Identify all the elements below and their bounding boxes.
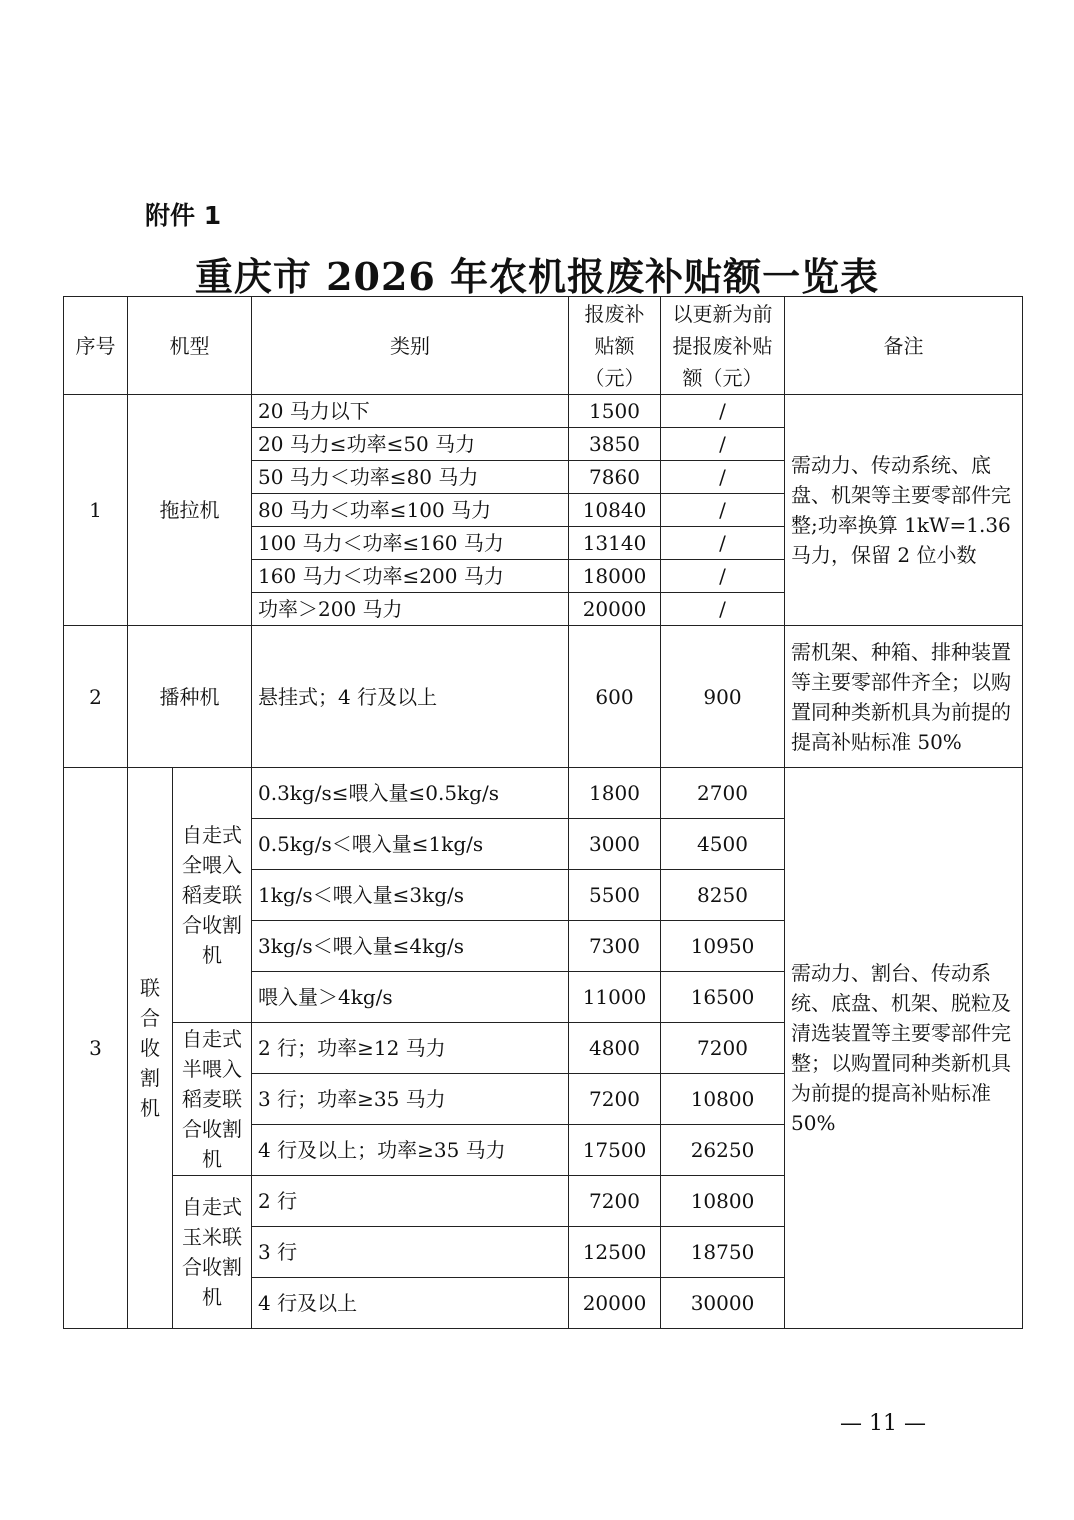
- header-seq: 序号: [64, 297, 128, 395]
- subsidy-cell: 20000: [569, 1278, 661, 1329]
- category-cell: 4 行及以上: [252, 1278, 569, 1329]
- subsidy-cell: 1800: [569, 768, 661, 819]
- renew-cell: /: [661, 395, 785, 428]
- subsidy-cell: 18000: [569, 560, 661, 593]
- category-cell: 1kg/s＜喂入量≤3kg/s: [252, 870, 569, 921]
- seq-cell: 3: [64, 768, 128, 1329]
- category-cell: 喂入量＞4kg/s: [252, 972, 569, 1023]
- table-row: [64, 626, 1023, 768]
- renew-cell: 4500: [661, 819, 785, 870]
- renew-cell: 10800: [661, 1074, 785, 1125]
- header-model: 机型: [128, 297, 252, 395]
- subsidy-cell: 5500: [569, 870, 661, 921]
- renew-cell: 900: [661, 626, 785, 768]
- renew-cell: 10950: [661, 921, 785, 972]
- subsidy-cell: 600: [569, 626, 661, 768]
- category-cell: 100 马力＜功率≤160 马力: [252, 527, 569, 560]
- subsidy-cell: 12500: [569, 1227, 661, 1278]
- seq-cell: 1: [64, 395, 128, 626]
- subsidy-cell: 7300: [569, 921, 661, 972]
- remark-cell: 需动力、传动系统、底盘、机架等主要零部件完整;功率换算 1kW=1.36 马力，保留 2 位小数: [785, 395, 1023, 626]
- category-cell: 2 行: [252, 1176, 569, 1227]
- subsidy-table: [63, 296, 1023, 1329]
- category-cell: 功率＞200 马力: [252, 593, 569, 626]
- renew-cell: /: [661, 560, 785, 593]
- subgroup-label: 自走式半喂入稻麦联合收割机: [182, 1027, 242, 1171]
- subsidy-cell: 17500: [569, 1125, 661, 1176]
- category-cell: 160 马力＜功率≤200 马力: [252, 560, 569, 593]
- model-label: 联合收割机: [140, 976, 160, 1120]
- seq-cell: 2: [64, 626, 128, 768]
- header-remark: 备注: [785, 297, 1023, 395]
- category-cell: 20 马力以下: [252, 395, 569, 428]
- header-category: 类别: [252, 297, 569, 395]
- subsidy-cell: 7200: [569, 1176, 661, 1227]
- subsidy-cell: 10840: [569, 494, 661, 527]
- page-title: 重庆市 2026 年农机报废补贴额一览表: [194, 254, 880, 299]
- category-cell: 50 马力＜功率≤80 马力: [252, 461, 569, 494]
- category-cell: 20 马力≤功率≤50 马力: [252, 428, 569, 461]
- model-cell: [128, 768, 173, 1329]
- subsidy-cell: 3000: [569, 819, 661, 870]
- renew-cell: 26250: [661, 1125, 785, 1176]
- subsidy-cell: 7200: [569, 1074, 661, 1125]
- renew-cell: 7200: [661, 1023, 785, 1074]
- table-row: [64, 395, 1023, 428]
- renew-cell: 10800: [661, 1176, 785, 1227]
- header-subsidy: 报废补贴额（元）: [569, 297, 661, 395]
- model-cell: 播种机: [128, 626, 252, 768]
- subgroup-cell: [173, 1176, 252, 1329]
- subsidy-cell: 1500: [569, 395, 661, 428]
- renew-cell: 30000: [661, 1278, 785, 1329]
- subgroup-label: 自走式玉米联合收割机: [182, 1195, 242, 1309]
- renew-cell: 8250: [661, 870, 785, 921]
- renew-cell: 16500: [661, 972, 785, 1023]
- table-header-row: [64, 297, 1023, 395]
- category-cell: 2 行；功率≥12 马力: [252, 1023, 569, 1074]
- remark-cell: 需机架、种箱、排种装置等主要零部件齐全；以购置同种类新机具为前提的提高补贴标准 50%: [785, 626, 1023, 768]
- category-cell: 3 行: [252, 1227, 569, 1278]
- category-cell: 悬挂式；4 行及以上: [252, 626, 569, 768]
- subsidy-cell: 7860: [569, 461, 661, 494]
- renew-cell: /: [661, 593, 785, 626]
- subsidy-cell: 11000: [569, 972, 661, 1023]
- subsidy-cell: 13140: [569, 527, 661, 560]
- renew-cell: /: [661, 428, 785, 461]
- renew-cell: 18750: [661, 1227, 785, 1278]
- category-cell: 80 马力＜功率≤100 马力: [252, 494, 569, 527]
- category-cell: 0.3kg/s≤喂入量≤0.5kg/s: [252, 768, 569, 819]
- page-number: — 11 —: [840, 1411, 926, 1436]
- subsidy-cell: 20000: [569, 593, 661, 626]
- category-cell: 0.5kg/s＜喂入量≤1kg/s: [252, 819, 569, 870]
- remark-cell: 需动力、割台、传动系统、底盘、机架、脱粒及清选装置等主要零部件完整；以购置同种类新机具为前提的提高补贴标准 50%: [785, 768, 1023, 1329]
- model-cell: 拖拉机: [128, 395, 252, 626]
- renew-cell: 2700: [661, 768, 785, 819]
- subsidy-cell: 4800: [569, 1023, 661, 1074]
- attachment-label: 附件 1: [145, 201, 222, 230]
- renew-cell: /: [661, 527, 785, 560]
- category-cell: 3 行；功率≥35 马力: [252, 1074, 569, 1125]
- header-renew-subsidy: 以更新为前提报废补贴额（元）: [661, 297, 785, 395]
- subgroup-cell: [173, 768, 252, 1023]
- category-cell: 3kg/s＜喂入量≤4kg/s: [252, 921, 569, 972]
- renew-cell: /: [661, 494, 785, 527]
- category-cell: 4 行及以上；功率≥35 马力: [252, 1125, 569, 1176]
- subgroup-label: 自走式全喂入稻麦联合收割机: [182, 823, 242, 967]
- table-row: [64, 768, 1023, 819]
- subgroup-cell: [173, 1023, 252, 1176]
- renew-cell: /: [661, 461, 785, 494]
- subsidy-cell: 3850: [569, 428, 661, 461]
